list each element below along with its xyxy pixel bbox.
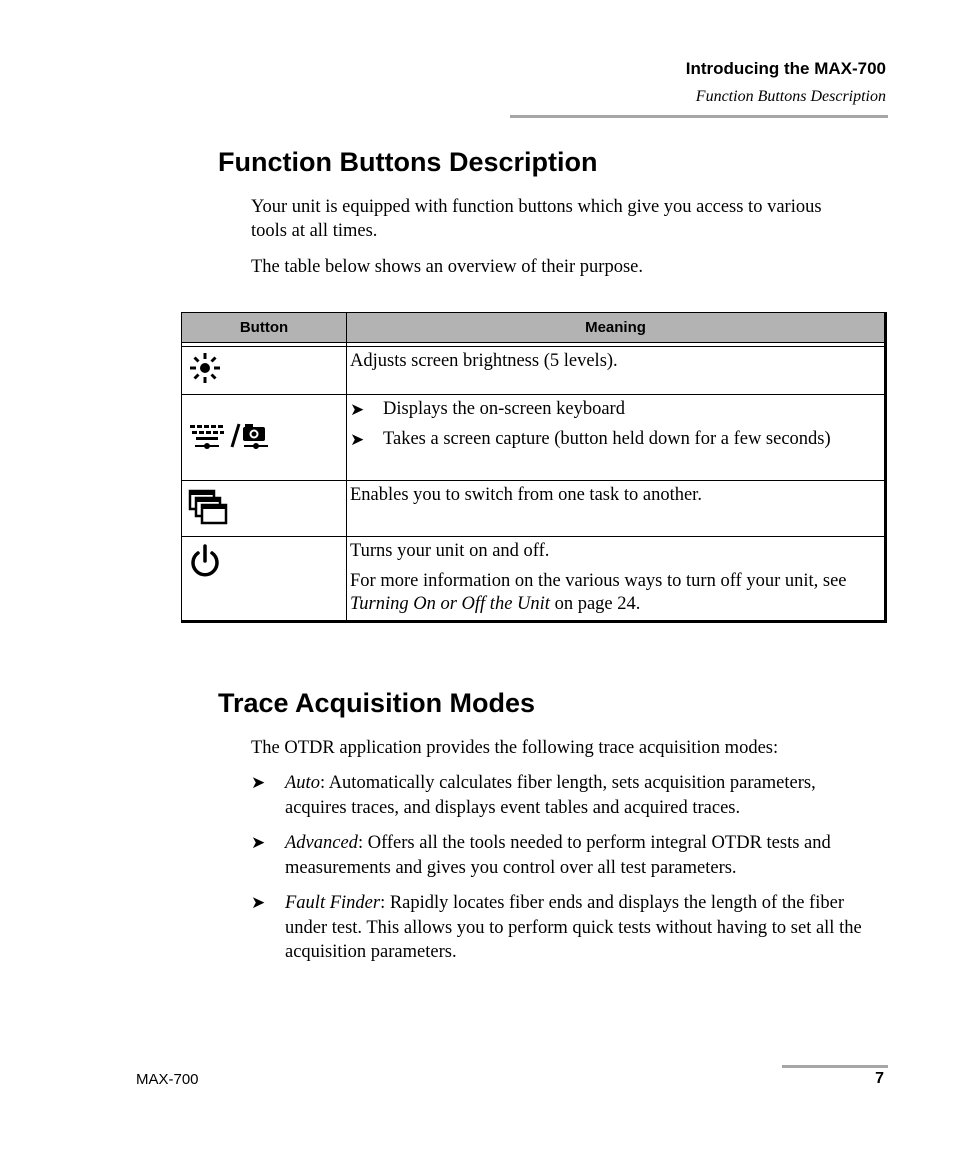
power-icon [188,566,222,586]
column-header-button: Button [182,313,347,343]
task-switch-icon [188,512,230,532]
mode-name: Advanced [285,833,358,853]
intro-paragraph: Your unit is equipped with function buttons which give you access to various tools at all times. [251,197,822,241]
table-row [182,481,886,537]
list-item: ➤ Fault Finder: Rapidly locates fiber ends and displays the length of the fiber under test. This allows you to perform quick tests without having to set all the acquisition parameters. [251,893,862,962]
table-row [182,537,886,622]
table-intro-paragraph: The table below shows an overview of their purpose. [251,257,643,277]
running-header [686,58,886,108]
column-header-meaning: Meaning [347,313,886,343]
bullet-arrow-icon: ➤ [251,893,266,912]
mode-name: Auto [285,773,320,793]
section-heading-function-buttons: Function Buttons Description [218,147,598,177]
modes-intro-paragraph: The OTDR application provides the following trace acquisition modes: [251,738,779,758]
bullet-arrow-icon: ➤ [251,773,266,792]
function-buttons-table [181,312,887,623]
table-row [182,395,886,481]
acquisition-modes-list [251,771,881,976]
page-number: 7 [875,1070,884,1087]
cross-reference-link[interactable]: Turning On or Off the Unit [350,594,550,614]
header-rule [510,115,888,118]
bullet-arrow-icon: ➤ [251,833,266,852]
keyboard-camera-icon [188,436,270,456]
footer-product: MAX-700 [136,1071,199,1088]
header-title: Introducing the MAX-700 [685,59,886,78]
bullet-arrow-icon: ➤ [350,400,365,419]
list-item: ➤ Takes a screen capture (button held down for a few seconds) [350,429,831,449]
meaning-task-switch: Enables you to switch from one task to another. [347,481,886,537]
list-item: ➤ Auto: Automatically calculates fiber length, sets acquisition parameters, acquires traces, and displays event tables and acquired traces. [251,773,816,818]
mode-name: Fault Finder [285,893,381,913]
list-item: ➤ Displays the on-screen keyboard [350,399,625,419]
list-item: ➤ Advanced: Offers all the tools needed to perform integral OTDR tests and measurements and gives you control over all test parameters. [251,833,831,878]
table-row [182,347,886,395]
meaning-power: Turns your unit on and off. [350,541,550,561]
meaning-power-more: For more information on the various ways to turn off your unit, see Turning On or Off the Unit on page 24. [350,571,847,614]
footer-rule [782,1065,888,1068]
bullet-arrow-icon: ➤ [350,430,365,449]
brightness-icon [188,370,222,390]
section-heading-trace-acquisition: Trace Acquisition Modes [218,688,536,718]
header-subtitle: Function Buttons Description [695,88,886,105]
meaning-brightness: Adjusts screen brightness (5 levels). [347,347,886,395]
